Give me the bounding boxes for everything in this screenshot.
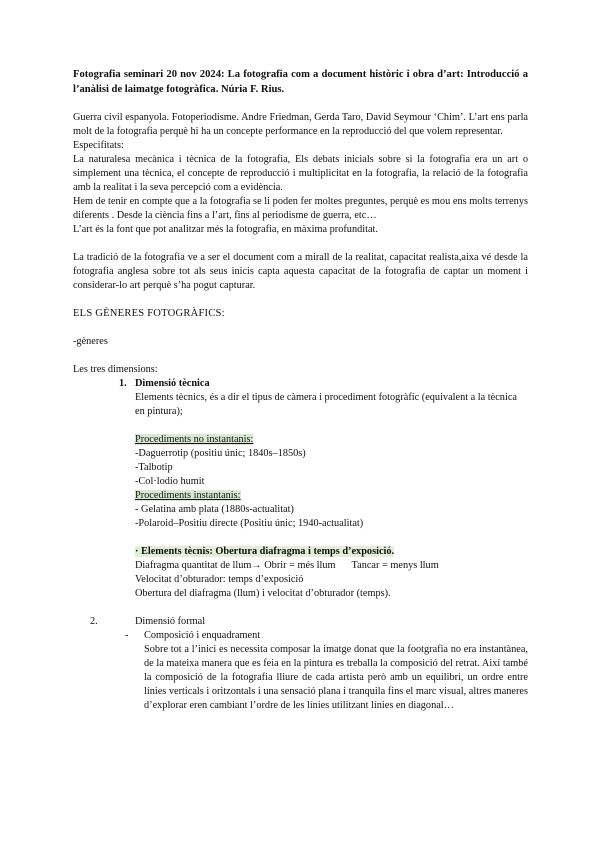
dimension-1-description: Elements tècnics, és a dir el tipus de càmera i procediment fotogràfic (equivalent a la tècnica en pintura); — [135, 392, 517, 417]
dimension-2-label: Dimensió formal — [135, 616, 206, 627]
composicio-paragraph: Sobre tot a l’inici es necessita composar la imatge donat que la footgrafia no era instantànea, de la mateixa manera que es feia en la pintura es treballa la composició del retrat. Així també la composició de la fotografia lliure de cada artista però amb un equilibri, un ordre entre línies verticals i oritzontals i una sensació plana i tranquila fins el marc visual, altres maneres d’explorar eren cambiant l’ordre de les línies utilitzant línies en diagonal… — [144, 644, 528, 711]
document-body — [73, 68, 528, 713]
obertura-line: Obertura del diafragma (llum) i velocitat d’obturador (temps). — [135, 588, 391, 599]
bullet-dash: - — [125, 630, 129, 641]
list-item: -Daguerrotip (positiu únic; 1840s–1850s) — [135, 448, 306, 459]
no-instantanis-heading-text: Procediments no instantanis: — [135, 434, 254, 445]
elements-tecnics-heading — [73, 545, 528, 559]
list-item: -Col·lodio humit — [135, 476, 205, 487]
elements-tecnics-heading-text: · Elements tècnis: Obertura diafragma i temps d’exposició. — [135, 546, 395, 557]
section-heading-generes: ELS GÈNERES FOTOGRÀFICS: — [73, 308, 225, 319]
intro-paragraph-1: Guerra civil espanyola. Fotoperiodisme. Andre Friedman, Gerda Taro, David Seymour ‘Chim’. L’art ens parla molt de la fotografia perquè hi ha un concepte performance en la reproducció del que volem representar. — [73, 112, 528, 137]
intro-paragraph-4: L’art és la font que pot analitzar més la fotografia, en màxima profunditat. — [73, 224, 378, 235]
especifitats-label: Especifitats: — [73, 140, 124, 151]
dimension-1-label: Dimensió tècnica — [135, 378, 210, 389]
diafragma-line — [73, 559, 528, 573]
diafragma-close: Tancar = menys llum — [351, 560, 439, 571]
dimension-2 — [73, 615, 528, 629]
intro-paragraph-3: Hem de tenir en compte que a la fotografia se li poden fer moltes preguntes, perquè es mou ens molts terrenys diferents . Desde la ciència fins a l’art, fins al periodisme de guerra, etc… — [73, 196, 528, 221]
no-instantanis-heading — [73, 433, 528, 447]
document-title: Fotografia seminari 20 nov 2024: La fotografia com a document històric i obra d’art: Introducció a l’anàlisi de laimatge fotogràfica. Núria F. Rius. — [73, 69, 528, 95]
instantanis-heading — [73, 489, 528, 503]
list-item: -Polaroid–Positiu directe (Positiu únic; 1940-actualitat) — [135, 518, 364, 529]
list-item: -Talbotip — [135, 462, 173, 473]
instantanis-heading-text: Procediments instantanis: — [135, 490, 241, 501]
list-item: - Gelatina amb plata (1880s-actualitat) — [135, 504, 294, 515]
diafragma-open: Diafragma quantitat de llum→ Obrir = més llum — [135, 560, 336, 571]
bullet-composicio-label: Composició i enquadrament — [144, 630, 261, 641]
velocitat-line: Velocitat d’obturador: temps d’exposició — [135, 574, 304, 585]
dimension-1-number: 1. — [119, 378, 127, 389]
tradicio-paragraph: La tradició de la fotografia ve a ser el document com a mirall de la realitat, capacitat realista,aixa vé desde la fotografia anglesa sobre tot als seus inicis capta aquesta capacitat de la fotografia de captar un moment i considerar-lo art perquè s’ha pogut capturar. — [73, 252, 528, 291]
bullet-composicio — [73, 629, 528, 643]
dimension-2-number: 2. — [90, 616, 98, 627]
tres-dimensions-label: Les tres dimensions: — [73, 364, 158, 375]
dimension-1 — [73, 377, 528, 391]
generes-line: -gèneres — [73, 336, 108, 347]
intro-paragraph-2: La naturalesa mecànica i tècnica de la fotografia, Els debats inicials sobre si la fotografia era un art o simplement una tècnica, el concepte de reproducció i multiplicitat en la fotografia, la relació de la fotografia amb la realitat i la seva percepció com a evidència. — [73, 154, 528, 193]
